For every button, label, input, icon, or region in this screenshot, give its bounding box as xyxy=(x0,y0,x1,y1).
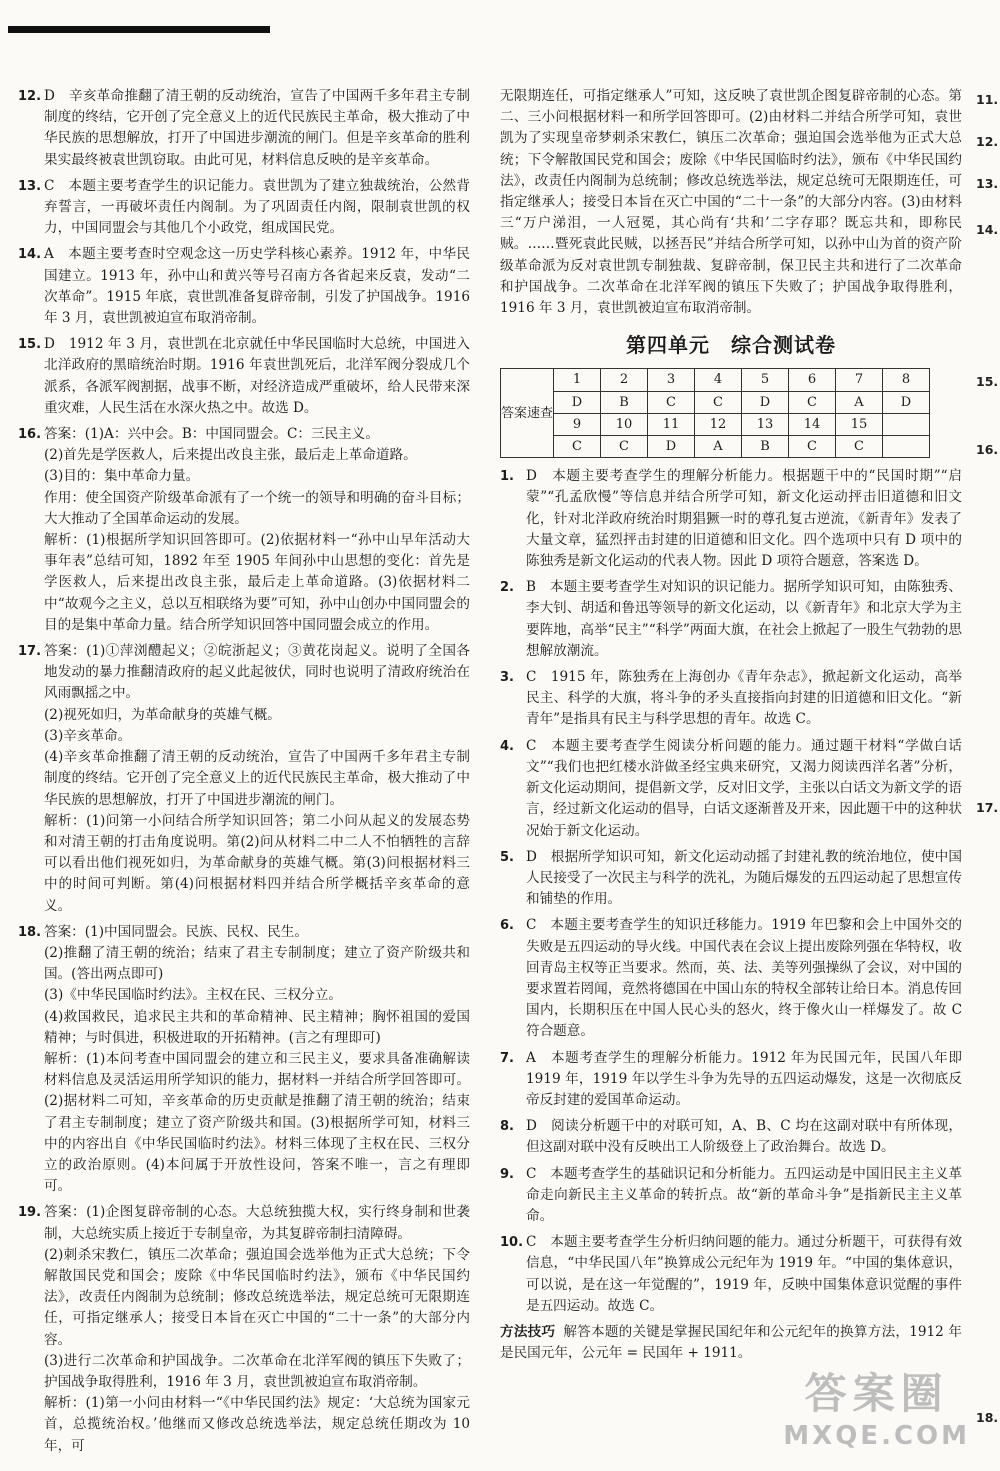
item-number: 7. xyxy=(500,1050,514,1066)
item-paragraph: (4)救国救民，追求民主共和的革命精神、民主精神；胸怀祖国的爱国精神；与时俱进，积极进取的开拓精神。(言之有理即可) xyxy=(44,1008,470,1046)
method-tip-label: 方法技巧 xyxy=(500,1323,556,1340)
item-paragraph: (3)辛亥革命。 xyxy=(44,727,132,744)
answer-item xyxy=(500,847,962,911)
watermark-url: MXQE.COM xyxy=(783,1421,970,1451)
answer-cell: 15 xyxy=(836,413,883,435)
answer-item xyxy=(18,244,470,329)
item-number: 13. xyxy=(18,178,42,194)
item-paragraph: 解析：(1)本问考查中国同盟会的建立和三民主义，要求具备准确解读材料信息及灵活运用所学知识的能力，据材料一并结合所学回答即可。(2)据材料二可知，辛亥革命的历史贡献是推翻了清王朝的统治；结束了君主专制制度；建立了资产阶级共和国。(3)根据所学可知，材料三中的内容出自《中华民国临时约法》。材料三体现了主权在民、三权分立的政治原则。(4)本问属于开放性设问，答案不唯一，言之有理即可。 xyxy=(44,1050,470,1195)
answer-cell: 13 xyxy=(742,413,789,435)
item-paragraph: (3)目的：集中革命力量。 xyxy=(44,468,200,485)
answer-cell xyxy=(883,413,930,435)
item-number: 10. xyxy=(500,1235,524,1251)
item-number: 8. xyxy=(500,1119,514,1135)
answer-cell: C xyxy=(695,391,742,413)
item-paragraph: (2)视死如归，为革命献身的英雄气概。 xyxy=(44,706,281,723)
answer-item xyxy=(18,641,470,917)
watermark xyxy=(783,1361,970,1451)
item-number: 4. xyxy=(500,738,514,754)
answer-cell: C xyxy=(648,391,695,413)
answer-cell: C xyxy=(601,436,648,458)
answer-item xyxy=(18,86,470,171)
right-intro-text xyxy=(500,86,962,319)
right-items xyxy=(500,466,962,1317)
item-paragraph: A 本题考查学生的理解分析能力。1912 年为民国元年，民国八年即 1919 年，1919 年以学生斗争为先导的五四运动爆发，这是一次彻底反帝反封建的爱国革命运动。 xyxy=(526,1049,962,1108)
item-paragraph: A 本题主要考查时空观念这一历史学科核心素养。1912 年，中华民国建立。1913 年，孙中山和黄兴等号召南方各省起来反袁，发动“二次革命”。1915 年底，袁世凯准备复辟帝制，引发了护国战争。1916 年 3 月，袁世凯被迫宣布取消帝制。 xyxy=(44,246,470,327)
answer-item xyxy=(18,176,470,240)
answer-item xyxy=(500,667,962,731)
answer-cell: A xyxy=(695,436,742,458)
answer-item xyxy=(500,1164,962,1228)
right-column xyxy=(500,86,962,1364)
answer-item xyxy=(500,577,962,662)
answer-cell: A xyxy=(836,391,883,413)
method-tip-text: 解答本题的关键是掌握民国纪年和公元纪年的换算方法，1912 年是民国元年，公元年 = 民国年 + 1911。 xyxy=(500,1323,962,1362)
answer-item xyxy=(18,424,470,636)
item-paragraph: 答案：(1)企图复辟帝制的心态。大总统独揽大权，实行终身制和世袭制，大总统实质上接近于专制皇帝，为其复辟帝制扫清障碍。 xyxy=(44,1204,470,1242)
item-paragraph: D 辛亥革命推翻了清王朝的反动统治，宣告了中国两千多年君主专制制度的终结，它开创了完全意义上的近代民族民主革命，极大推动了中华民族的思想解放，打开了中国进步潮流的闸门。但是辛亥革命的胜利果实最终被袁世凯窃取。由此可见，材料信息反映的是辛亥革命。 xyxy=(44,88,470,168)
answer-cell: B xyxy=(742,436,789,458)
answer-cell: D xyxy=(742,391,789,413)
item-paragraph: 答案：(1)中国同盟会。民族、民权、民生。 xyxy=(44,923,308,940)
item-paragraph: D 本题主要考查学生的理解分析能力。根据题干中的“民国时期”“启蒙”“孔孟欣慢”等信息并结合所学可知，新文化运动抨击旧道德和旧文化，针对北洋政府统治时期猖獗一时的尊孔复古逆流，《新青年》发表了大量文章，猛烈抨击封建的旧道德和旧文化。四个选项中只有 D 项中的陈独秀是新文化运动的代表人物。因此 D 项符合题意，答案选 D。 xyxy=(526,468,962,570)
edge-number: 14. xyxy=(976,222,999,237)
item-number: 16. xyxy=(18,427,42,443)
answer-item xyxy=(500,1232,962,1317)
answer-cell: 4 xyxy=(695,369,742,391)
item-paragraph: (2)首先是学医救人，后来提出改良主张，最后走上革命道路。 xyxy=(44,447,417,464)
answer-item xyxy=(18,1202,470,1456)
item-number: 1. xyxy=(500,469,514,485)
answer-cell: B xyxy=(601,391,648,413)
answer-item xyxy=(500,1116,962,1158)
answer-cell: C xyxy=(554,436,601,458)
answer-cell: D xyxy=(883,391,930,413)
item-paragraph: 作用：使全国资产阶级革命派有了一个统一的领导和明确的奋斗目标；大大推动了全国革命运动的发展。 xyxy=(44,489,470,527)
answer-cell: D xyxy=(648,436,695,458)
item-paragraph: 解析：(1)根据所学知识回答即可。(2)依据材料一“孙中山早年活动大事年表”总结可知，1892 年至 1905 年间孙中山思想的变化：首先是学医救人，后来提出改良主张，最后走上革命道路。(3)依据材料二中“故观今之主义，总以互相联络为要”可知，孙中山创办中国同盟会的目的是集中革命力量。结合所学知识回答中国同盟会成立的作用。 xyxy=(44,532,470,633)
item-number: 3. xyxy=(500,670,514,686)
method-tip xyxy=(500,1322,962,1364)
edge-number: 16. xyxy=(976,442,999,457)
answer-item xyxy=(500,915,962,1042)
answer-cell: C xyxy=(836,436,883,458)
answer-table xyxy=(500,368,930,458)
edge-number: 18. xyxy=(976,1410,999,1425)
item-paragraph: C 1915 年，陈独秀在上海创办《青年杂志》，掀起新文化运动，高举民主、科学的大旗，将斗争的矛头直接指向封建的旧道德和旧文化。“新青年”是指具有民主与科学思想的青年。故选 C。 xyxy=(526,669,962,728)
answer-cell: 2 xyxy=(601,369,648,391)
item-paragraph: (2)推翻了清王朝的统治；结束了君主专制制度；建立了资产阶级共和国。(答出两点即可) xyxy=(44,944,470,983)
item-paragraph: C 本题考查学生的基础识记和分析能力。五四运动是中国旧民主主义革命走向新民主主义革命的转折点。故“新的革命斗争”是指新民主主义革命。 xyxy=(526,1165,962,1224)
item-paragraph: (3)《中华民国临时约法》。主权在民、三权分立。 xyxy=(44,987,342,1004)
edge-number: 12. xyxy=(976,134,999,149)
answer-cell: 1 xyxy=(554,369,601,391)
item-paragraph: D 根据所学知识可知，新文化运动动摇了封建礼教的统治地位，使中国人民接受了一次民主与科学的洗礼，为随后爆发的五四运动起了思想宣传和铺垫的作用。 xyxy=(526,848,962,908)
item-number: 9. xyxy=(500,1166,514,1182)
edge-number: 15. xyxy=(976,374,999,389)
section-title: 第四单元 综合测试卷 xyxy=(626,333,836,358)
header-rule xyxy=(8,26,270,33)
answer-cell: C xyxy=(789,391,836,413)
item-paragraph: 答案：(1)①萍浏醴起义；②皖浙起义；③黄花岗起义。说明了全国各地发动的暴力推翻清政府的起义此起彼伏，同时也说明了清政府统治在风雨飘摇之中。 xyxy=(44,643,470,702)
answer-cell: 12 xyxy=(695,413,742,435)
watermark-brand: 答案圈 xyxy=(804,1369,949,1418)
answer-cell: 10 xyxy=(601,413,648,435)
item-paragraph: 解析：(1)问第一小问结合所学知识回答；第二小问从起义的发展态势和对清王朝的打击角度说明。第(2)问从材料二中二人不怕牺牲的言辞可以看出他们视死如归，为革命献身的英雄气概。第(3)问根据材料三中的时间可判断。第(4)问根据材料四并结合所学概括辛亥革命的意义。 xyxy=(44,812,470,914)
answer-cell: 9 xyxy=(554,413,601,435)
item-number: 5. xyxy=(500,849,514,865)
item-paragraph: (2)刺杀宋教仁，镇压二次革命；强迫国会选举他为正式大总统；下令解散国民党和国会；废除《中华民国临时约法》，颁布《中华民国约法》，改责任内阁制为总统制；修改总统选举法，规定总统可无限期连任，可指定继承人；接受日本旨在灭亡中国的“二十一条”的大部分内容。 xyxy=(44,1246,470,1348)
item-paragraph: (4)辛亥革命推翻了清王朝的反动统治，宣告了中国两千多年君主专制制度的终结。它开创了完全意义上的近代民族民主革命，极大推动了中华民族的思想解放，打开了中国进步潮流的闸门。 xyxy=(44,749,470,808)
answer-item xyxy=(500,736,962,842)
item-paragraph: C 本题主要考查学生阅读分析问题的能力。通过题干材料“学做白话文”“我们也把红楼水浒做圣经宝典来研究，又渴力阅读西洋名著”分析，新文化运动期间，提倡新文学，反对旧文学，主张以白话文为新文学的语言，经过新文化运动的倡导，白话文逐渐普及开来，因此题干中的这种状况始于新文化运动。 xyxy=(526,737,962,839)
item-paragraph: C 本题主要考查学生的识记能力。袁世凯为了建立独裁统治，公然背弃誓言，一再破坏责任内阁制。为了巩固责任内阁，限制袁世凯的权力，中国同盟会与其他几个小政党，组成国民党。 xyxy=(44,177,470,237)
answer-cell: 3 xyxy=(648,369,695,391)
answer-cell: 6 xyxy=(789,369,836,391)
answer-cell: 14 xyxy=(789,413,836,435)
answer-cell: 11 xyxy=(648,413,695,435)
item-number: 15. xyxy=(18,337,42,353)
answer-cell xyxy=(883,436,930,458)
answer-cell: 8 xyxy=(883,369,930,391)
item-paragraph: 解析：(1)第一小问由材料一“《中华民国约法》规定：‘大总统为国家元首，总揽统治权。’他继而又修改总统选举法，规定总统任期改为 10 年，可 xyxy=(44,1395,470,1454)
answer-table-label: 答案速查 xyxy=(501,369,554,458)
intro-paragraph: 无限期连任，可指定继承人”可知，这反映了袁世凯企图复辟帝制的心态。第二、三小问根据材料一和所学回答即可。(2)由材料二并结合所学可知，袁世凯为了实现皇帝梦刺杀宋教仁，镇压二次革命；强迫国会选举他为正式大总统；下令解散国民党和国会；废除《中华民国临时约法》，颁布《中华民国约法》，改责任内阁制为总统制；修改总统选举法，规定总统可无限期连任，可指定继承人；接受日本旨在灭亡中国的“二十一条”的大部分内容。(3)由材料三“万户涕泪，一人冠冕，其心尚有‘共和’二字存耶？既忘共和，即称民贼。……暨死袁此民贼，以拯吾民”并结合所学可知，以孙中山为首的资产阶级革命派为反对袁世凯专制独裁、复辟帝制，保卫民主共和进行了二次革命和护国战争。二次革命在北洋军阀的镇压下失败了；护国战争取得胜利，1916 年 3 月，袁世凯被迫宣布取消帝制。 xyxy=(500,88,962,317)
item-number: 17. xyxy=(18,644,42,660)
edge-number: 11. xyxy=(976,92,999,107)
answer-item xyxy=(18,922,470,1198)
edge-number: 13. xyxy=(976,176,999,191)
item-number: 6. xyxy=(500,918,514,934)
answer-cell: 7 xyxy=(836,369,883,391)
answer-item xyxy=(18,334,470,419)
answer-cell: 5 xyxy=(742,369,789,391)
item-paragraph: B 本题主要考查学生对知识的识记能力。据所学知识可知，由陈独秀、李大钊、胡适和鲁迅等领导的新文化运动，以《新青年》和北京大学为主要阵地，高举“民主”“科学”两面大旗，在社会上掀起了一股生气勃勃的思想解放潮流。 xyxy=(526,579,962,659)
item-paragraph: D 阅读分析题干中的对联可知，A、B、C 均在这副对联中有所体现，但这副对联中没有反映出工人阶级登上了政治舞台。故选 D。 xyxy=(526,1118,962,1156)
answer-cell: D xyxy=(554,391,601,413)
item-paragraph: C 本题主要考查学生的知识迁移能力。1919 年巴黎和会上中国外交的失败是五四运动的导火线。中国代表在会议上提出废除列强在华特权，收回青岛主权等正当要求。然而，英、法、美等列强操纵了会议，对中国的要求置若罔闻，竟然将德国在中国山东的特权全部转让给日本。消息传回国内，长期积压在中国人民心头的怒火，终于像火山一样爆发了。故 C 符合题意。 xyxy=(526,917,962,1040)
item-number: 12. xyxy=(18,89,42,104)
item-number: 18. xyxy=(18,924,42,940)
answer-item xyxy=(500,466,962,572)
item-number: 2. xyxy=(500,580,514,596)
item-paragraph: C 本题主要考查学生分析归纳问题的能力。通过分析题干，可获得有效信息，“中华民国八年”换算成公元纪年为 1919 年。“中国的集体意识，可以说，是在这一年觉醒的”，1919 年，反映中国集体意识觉醒的事件是五四运动。故选 C。 xyxy=(526,1234,962,1314)
item-number: 14. xyxy=(18,247,42,263)
left-column xyxy=(18,86,470,1462)
edge-number: 17. xyxy=(976,800,999,815)
item-paragraph: 答案：(1)A：兴中会。B：中国同盟会。C：三民主义。 xyxy=(44,426,379,443)
answer-item xyxy=(500,1048,962,1112)
answer-cell: C xyxy=(789,436,836,458)
item-paragraph: D 1912 年 3 月，袁世凯在北京就任中华民国临时大总统，中国进入北洋政府的黑暗统治时期。1916 年袁世凯死后，北洋军阀分裂成几个派系，各派军阀割据，战事不断，对经济造成严重破坏，给人民带来深重灾难，人民生活在水深火热之中。故选 D。 xyxy=(44,336,470,416)
item-paragraph: (3)进行二次革命和护国战争。二次革命在北洋军阀的镇压下失败了；护国战争取得胜利，1916 年 3 月，袁世凯被迫宣布取消帝制。 xyxy=(44,1352,470,1390)
item-number: 19. xyxy=(18,1205,42,1221)
